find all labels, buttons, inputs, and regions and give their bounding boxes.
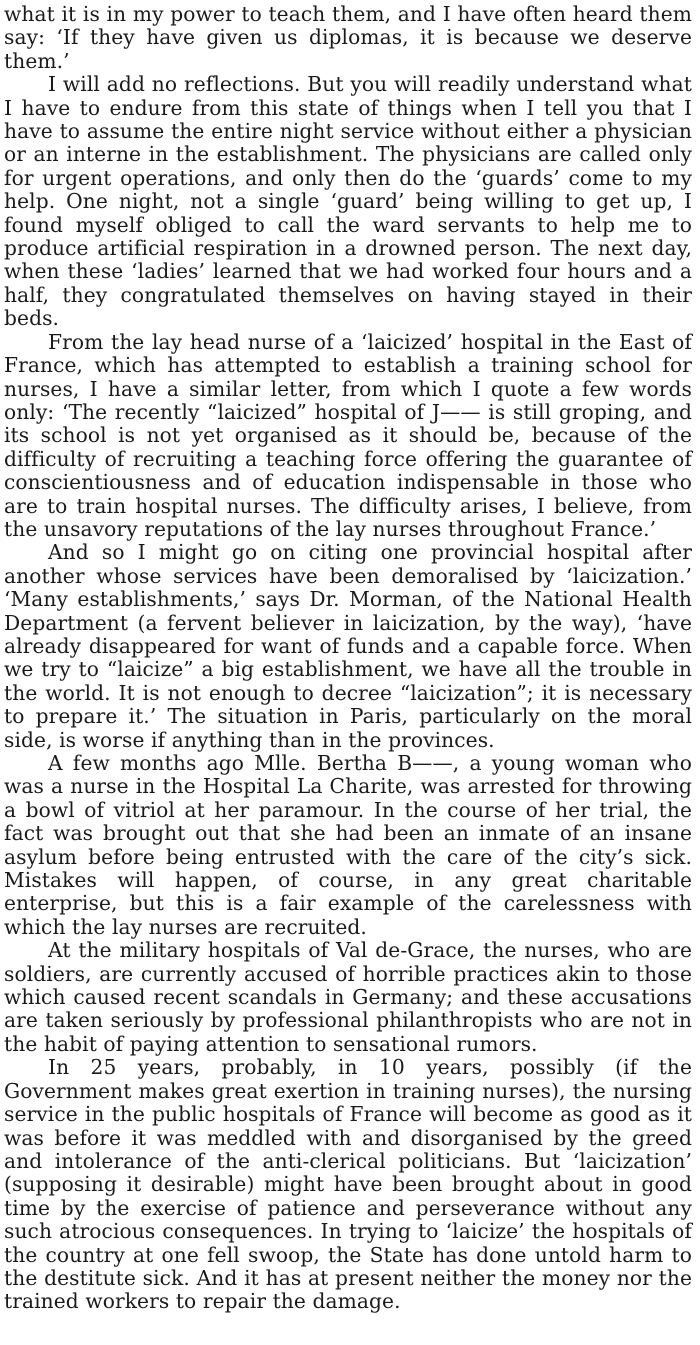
paragraph-lay-head-nurse-letter: From the lay head nurse of a ‘laicized’ hospital in the East of France, which has attempted to establish a training school for nurses, I have a similar letter, from which I quote a few words only: ‘The recently “laicized” hospital of J—— is still groping, and its school is not yet organised as it should be, because of the difficulty of recruiting a teaching force offering the guarantee of conscientiousness and of education indispensable in those who are to train hospital nurses. The difficulty arises, I believe, from the unsavory reputations of the lay nurses throughout France.’ — [4, 329, 692, 541]
paragraph-bertha-case: A few months ago Mlle. Bertha B——, a young woman who was a nurse in the Hospital La Charite, was arrested for throwing a bowl of vitriol at her paramour. In the course of her trial, the fact was brought out that she had been an inmate of an insane asylum before being entrusted with the care of the city’s sick. Mistakes will happen, of course, in any great charitable enterprise, but this is a fair example of the carelessness with which the lay nurses are recruited. — [4, 751, 692, 939]
article-body — [4, 3, 692, 1314]
paragraph-continuation: what it is in my power to teach them, and I have often heard them say: ‘If they have given us diplomas, it is because we deserve them.’ — [4, 2, 692, 73]
paragraph-provincial-hospitals: And so I might go on citing one provincial hospital after another whose services have been demoralised by ‘laicization.’ ‘Many establishments,’ says Dr. Morman, of the National Health Department (a fervent believer in laicization, by the way), ‘have already disappeared for want of funds and a capable force. When we try to “laicize” a big establishment, we have all the trouble in the world. It is not enough to decree “laicization”; it is necessary to prepare it.’ The situation in Paris, particularly on the moral side, is worse if anything than in the provinces. — [4, 540, 692, 752]
paragraph-conclusion: In 25 years, probably, in 10 years, possibly (if the Government makes great exertion in training nurses), the nursing service in the public hospitals of France will become as good as it was before it was meddled with and disorganised by the greed and intolerance of the anti-clerical politicians. But ‘laicization’ (supposing it desirable) might have been brought about in good time by the exercise of patience and perseverance without any such atrocious consequences. In trying to ‘laicize’ the hospitals of the country at one fell swoop, the State has done untold harm to the destitute sick. And it has at present neither the money nor the trained workers to repair the damage. — [4, 1055, 692, 1314]
paragraph-night-service: I will add no reflections. But you will readily understand what I have to endure from this state of things when I tell you that I have to assume the entire night service without either a physician or an interne in the establishment. The physicians are called only for urgent operations, and only then do the ‘guards’ come to my help. One night, not a single ‘guard’ being willing to get up, I found myself obliged to call the ward servants to help me to produce artificial respiration in a drowned person. The next day, when these ‘ladies’ learned that we had worked four hours and a half, they congratulated themselves on having stayed in their beds. — [4, 72, 692, 331]
paragraph-military-hospitals: At the military hospitals of Val de-Grace, the nurses, who are soldiers, are currently accused of horrible practices akin to those which caused recent scandals in Germany; and these accusations are taken seriously by professional philanthropists who are not in the habit of paying attention to sensational rumors. — [4, 938, 692, 1056]
